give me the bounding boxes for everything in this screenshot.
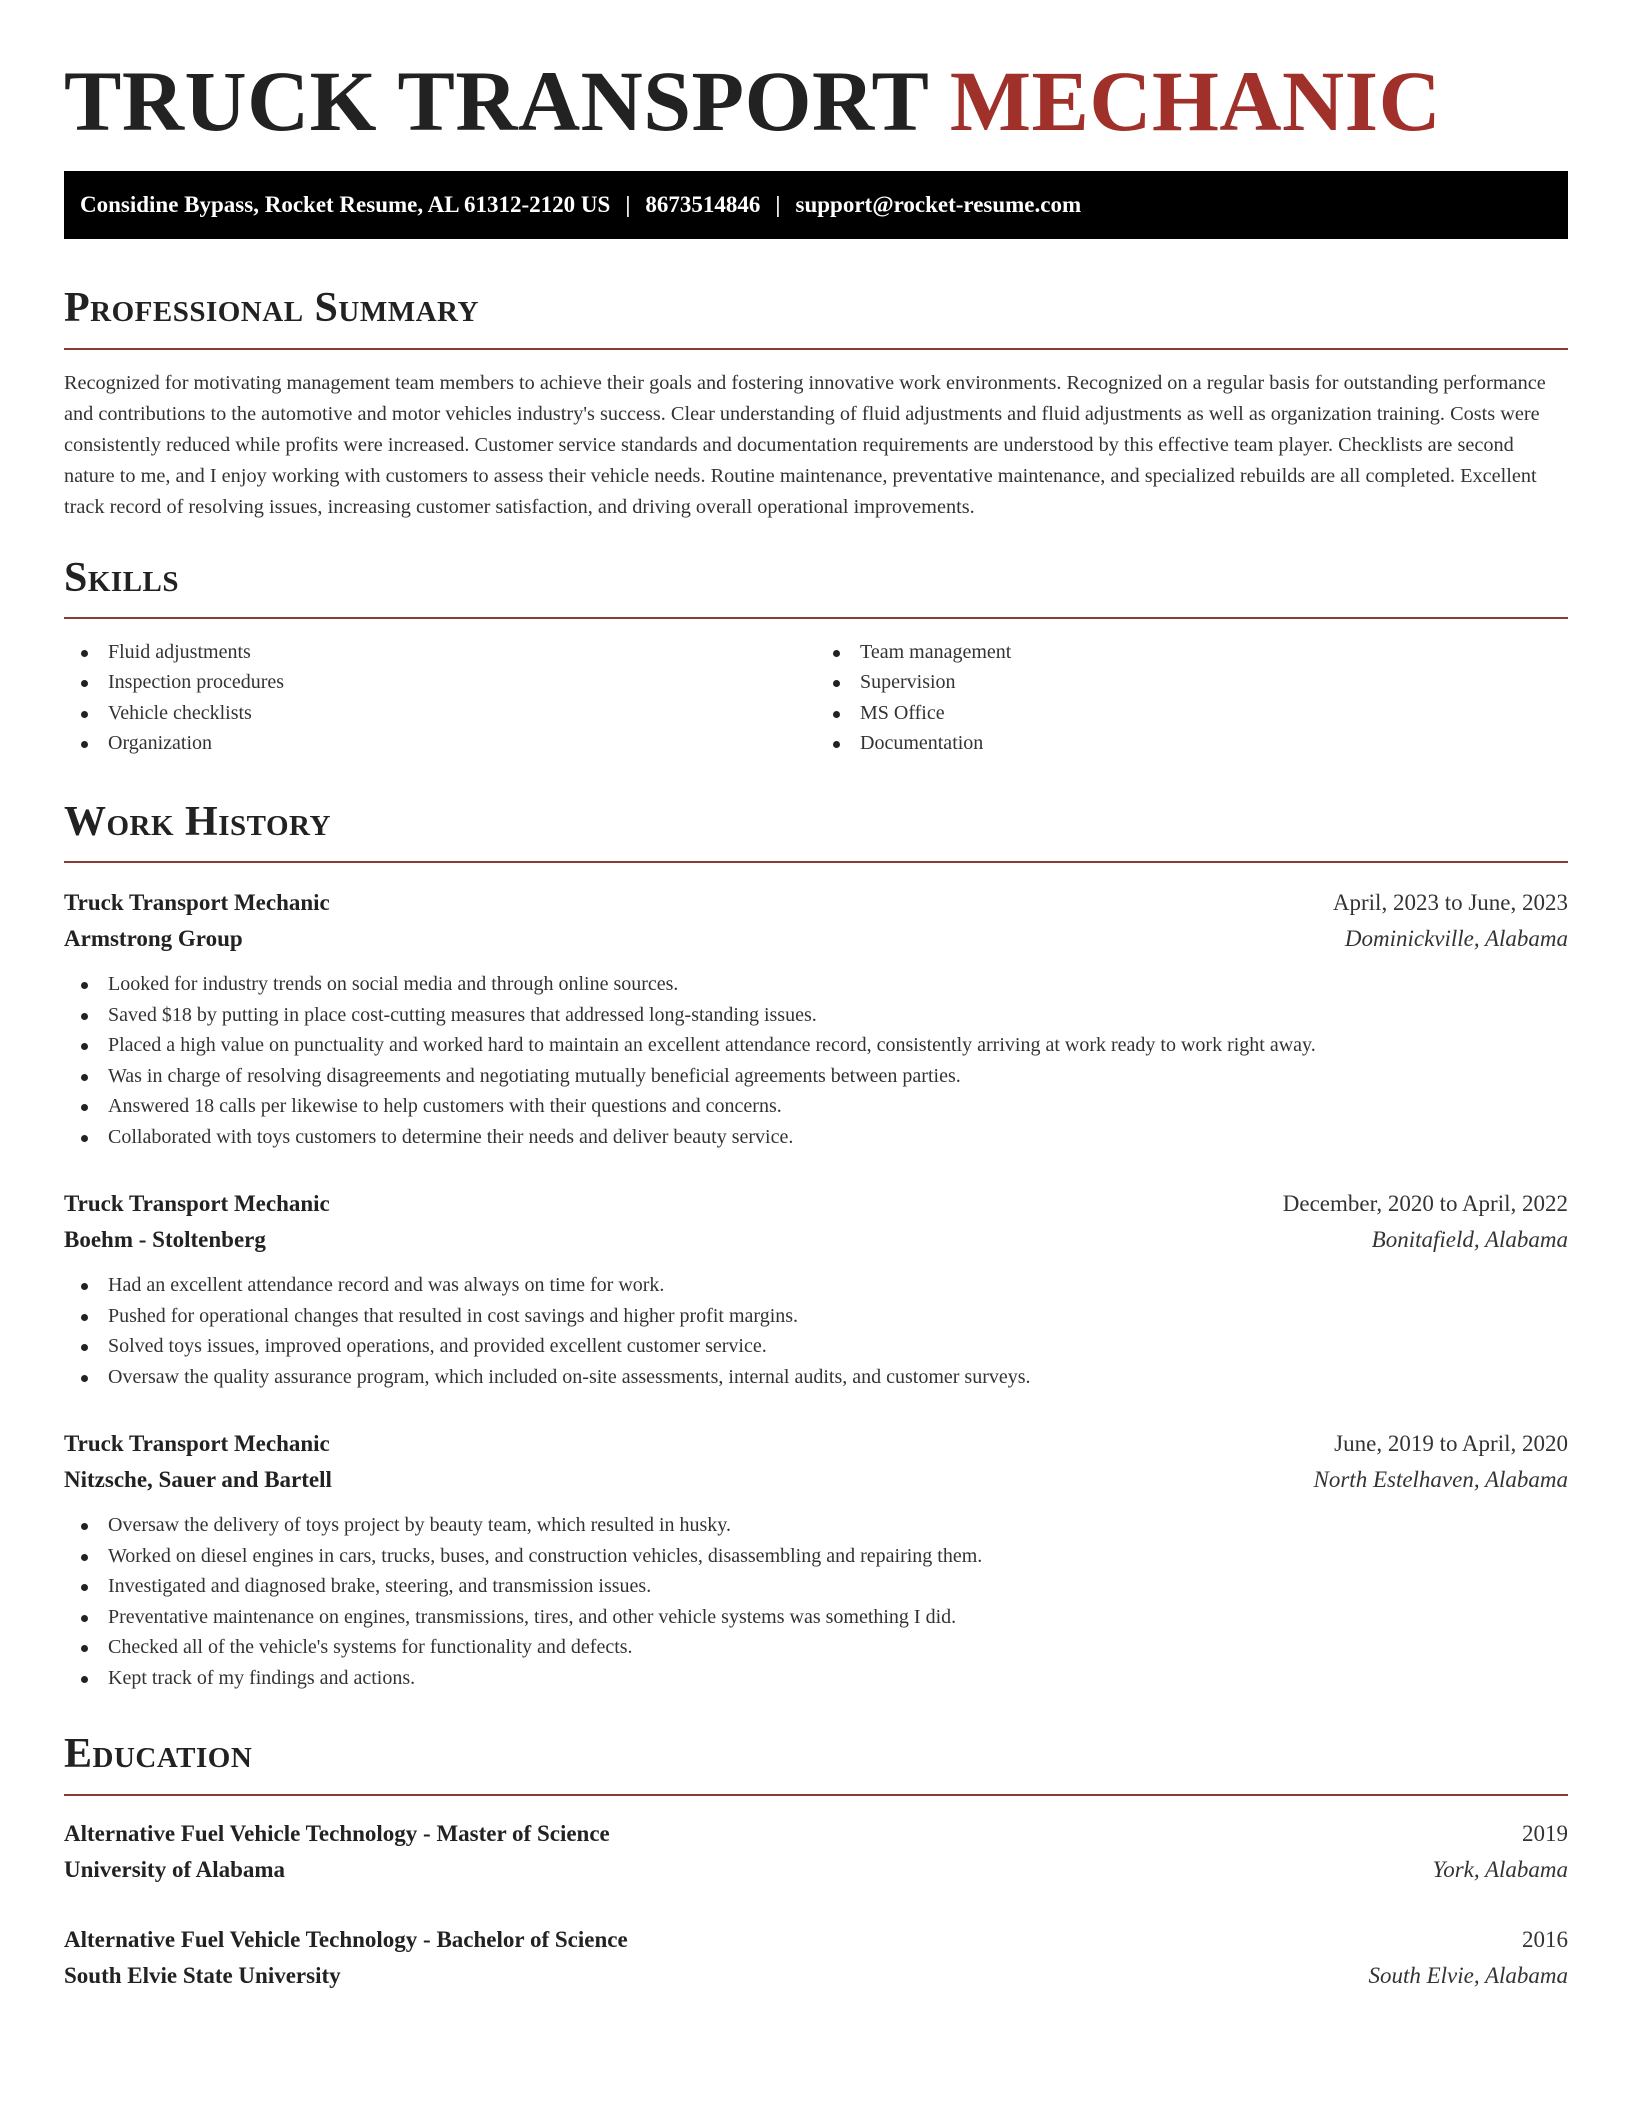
name-first: TRUCK TRANSPORT: [64, 53, 928, 149]
contact-email: support@rocket-resume.com: [795, 192, 1082, 218]
job-bullet: Was in charge of resolving disagreements and negotiating mutually beneficial agreements between parties.: [64, 1061, 1568, 1092]
job-company-row: [64, 1462, 1568, 1498]
job-bullet: Preventative maintenance on engines, transmissions, tires, and other vehicle systems was something I did.: [64, 1602, 1568, 1633]
job-title: Truck Transport Mechanic: [64, 890, 330, 916]
job-title-row: [64, 1186, 1568, 1222]
job-bullets: [64, 969, 1568, 1152]
school-row: [64, 1958, 1568, 1994]
job-bullet: Placed a high value on punctuality and worked hard to maintain an excellent attendance record, consistently arriving at work ready to work right away.: [64, 1030, 1568, 1061]
resume-name: [64, 50, 1568, 153]
skill-item: Fluid adjustments: [64, 637, 816, 668]
work-history-heading: Work History: [64, 798, 331, 845]
job-location: Dominickville, Alabama: [1344, 926, 1568, 952]
job-entry: [64, 885, 1568, 1152]
school-location: South Elvie, Alabama: [1368, 1962, 1568, 1988]
skills-heading: Skills: [64, 554, 180, 601]
job-bullet: Saved $18 by putting in place cost-cutting measures that addressed long-standing issues.: [64, 1000, 1568, 1031]
job-dates: April, 2023 to June, 2023: [1332, 890, 1568, 916]
job-bullets: [64, 1510, 1568, 1693]
job-dates: June, 2019 to April, 2020: [1334, 1431, 1568, 1457]
job-bullet: Answered 18 calls per likewise to help customers with their questions and concerns.: [64, 1091, 1568, 1122]
skill-item: Organization: [64, 728, 816, 759]
degree-row: [64, 1816, 1568, 1852]
contact-separator: |: [625, 192, 631, 218]
job-bullet: Checked all of the vehicle's systems for functionality and defects.: [64, 1632, 1568, 1663]
job-title: Truck Transport Mechanic: [64, 1191, 330, 1217]
job-dates: December, 2020 to April, 2022: [1282, 1191, 1568, 1217]
skills-column-left: [64, 637, 816, 759]
section-divider: [64, 1794, 1568, 1796]
job-company-row: [64, 1222, 1568, 1258]
contact-bar: [64, 171, 1568, 239]
skills-column-right: [816, 637, 1568, 759]
job-company: Nitzsche, Sauer and Bartell: [64, 1467, 332, 1493]
skill-item: Supervision: [816, 667, 1568, 698]
education-heading: Education: [64, 1731, 253, 1778]
job-company: Boehm - Stoltenberg: [64, 1227, 266, 1253]
job-title-row: [64, 1426, 1568, 1462]
job-bullet: Solved toys issues, improved operations, and provided excellent customer service.: [64, 1331, 1568, 1362]
section-divider: [64, 617, 1568, 619]
summary-heading: Professional Summary: [64, 285, 479, 332]
degree-year: 2016: [1522, 1926, 1568, 1952]
education-entry: [64, 1922, 1568, 1994]
job-company: Armstrong Group: [64, 926, 243, 952]
job-bullet: Worked on diesel engines in cars, trucks, buses, and construction vehicles, disassembling and repairing them.: [64, 1541, 1568, 1572]
job-title: Truck Transport Mechanic: [64, 1431, 330, 1457]
job-company-row: [64, 921, 1568, 957]
skill-item: Inspection procedures: [64, 667, 816, 698]
job-bullets: [64, 1270, 1568, 1392]
contact-phone: 8673514846: [645, 192, 761, 218]
contact-separator: |: [775, 192, 781, 218]
contact-address: Considine Bypass, Rocket Resume, AL 61312-2120 US: [80, 192, 611, 218]
summary-section: [64, 283, 1568, 522]
job-entry: [64, 1186, 1568, 1392]
job-bullet: Pushed for operational changes that resulted in cost savings and higher profit margins.: [64, 1301, 1568, 1332]
work-history-section: [64, 797, 1568, 1693]
skill-item: Vehicle checklists: [64, 698, 816, 729]
education-entry: [64, 1816, 1568, 1888]
job-bullet: Kept track of my findings and actions.: [64, 1663, 1568, 1694]
skills-grid: [64, 637, 1568, 759]
degree-row: [64, 1922, 1568, 1958]
school-name: University of Alabama: [64, 1856, 286, 1882]
name-last: MECHANIC: [949, 53, 1442, 149]
job-bullet: Oversaw the quality assurance program, which included on-site assessments, internal audits, and customer surveys.: [64, 1362, 1568, 1393]
summary-text: Recognized for motivating management team members to achieve their goals and fostering innovative work environments. Recognized on a regular basis for outstanding performance and contributions to the automotive and motor vehicles industry's success. Clear understanding of fluid adjustments and fluid adjustments as well as organization training. Costs were consistently reduced while profits were increased. Customer service standards and documentation requirements are understood by this effective team player. Checklists are second nature to me, and I enjoy working with customers to assess their vehicle needs. Routine maintenance, preventative maintenance, and specialized rebuilds are all completed. Excellent track record of resolving issues, increasing customer satisfaction, and driving overall operational improvements.: [64, 371, 1546, 518]
job-bullet: Collaborated with toys customers to determine their needs and deliver beauty service.: [64, 1122, 1568, 1153]
job-location: Bonitafield, Alabama: [1371, 1227, 1568, 1253]
school-location: York, Alabama: [1432, 1856, 1568, 1882]
school-name: South Elvie State University: [64, 1962, 341, 1988]
job-location: North Estelhaven, Alabama: [1313, 1467, 1568, 1493]
skills-section: [64, 553, 1568, 759]
degree-name: Alternative Fuel Vehicle Technology - Master of Science: [64, 1820, 610, 1846]
job-bullet: Had an excellent attendance record and was always on time for work.: [64, 1270, 1568, 1301]
education-section: [64, 1729, 1568, 1993]
job-bullet: Oversaw the delivery of toys project by beauty team, which resulted in husky.: [64, 1510, 1568, 1541]
section-divider: [64, 348, 1568, 350]
degree-year: 2019: [1522, 1820, 1568, 1846]
job-title-row: [64, 885, 1568, 921]
section-divider: [64, 861, 1568, 863]
degree-name: Alternative Fuel Vehicle Technology - Bachelor of Science: [64, 1926, 628, 1952]
job-bullet: Investigated and diagnosed brake, steering, and transmission issues.: [64, 1571, 1568, 1602]
school-row: [64, 1852, 1568, 1888]
job-entry: [64, 1426, 1568, 1693]
skill-item: MS Office: [816, 698, 1568, 729]
skill-item: Team management: [816, 637, 1568, 668]
skill-item: Documentation: [816, 728, 1568, 759]
job-bullet: Looked for industry trends on social media and through online sources.: [64, 969, 1568, 1000]
